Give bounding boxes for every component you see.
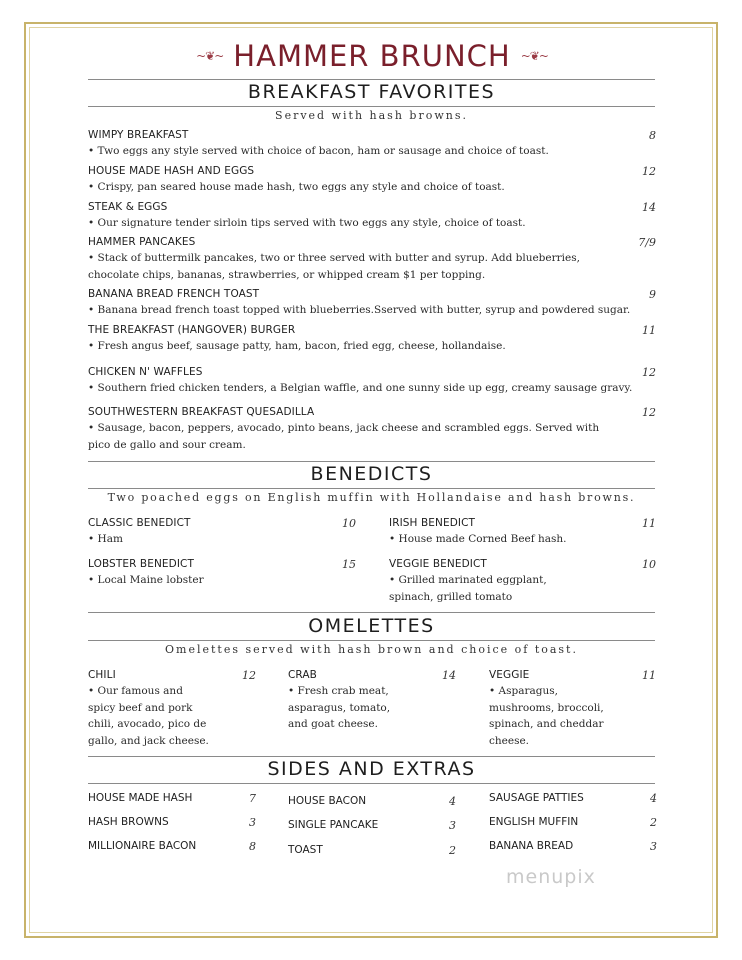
section-heading-sides: SIDES AND EXTRAS xyxy=(267,758,476,780)
section-heading-omelettes: OMELETTES xyxy=(308,615,435,637)
side-price: 4 xyxy=(650,792,657,805)
side-name: BANANA BREAD xyxy=(489,840,574,852)
item-price: 14 xyxy=(642,201,656,214)
item-description: • Southern fried chicken tenders, a Belgian waffle, and one sunny side up egg, creamy sausage gravy. xyxy=(88,382,633,394)
item-name: SOUTHWESTERN BREAKFAST QUESADILLA xyxy=(88,406,315,418)
item-price: 12 xyxy=(642,406,656,419)
side-item xyxy=(288,795,456,807)
menu-item xyxy=(88,236,656,283)
menu-item xyxy=(288,669,456,733)
item-name: WIMPY BREAKFAST xyxy=(88,129,189,141)
side-name: SAUSAGE PATTIES xyxy=(489,792,584,804)
item-name: VEGGIE BENEDICT xyxy=(389,558,487,570)
menu-item xyxy=(88,129,656,160)
divider xyxy=(88,79,655,80)
item-description: • Our famous and spicy beef and pork chili, avocado, pico de gallo, and jack cheese. xyxy=(88,685,209,747)
item-description: • Sausage, bacon, peppers, avocado, pinto beans, jack cheese and scrambled eggs. Served with pico de gallo and sour cream. xyxy=(88,422,600,451)
item-name: VEGGIE xyxy=(489,669,530,681)
section-heading-breakfast: BREAKFAST FAVORITES xyxy=(247,81,496,103)
section-subheading-breakfast: Served with hash browns. xyxy=(275,109,468,122)
divider xyxy=(88,106,655,107)
watermark: menupix xyxy=(506,866,596,888)
item-description: • Grilled marinated eggplant, spinach, grilled tomato xyxy=(389,574,547,603)
divider xyxy=(88,461,655,462)
side-item xyxy=(88,816,256,828)
item-description: • Fresh angus beef, sausage patty, ham, bacon, fried egg, cheese, hollandaise. xyxy=(88,340,506,352)
menu-item xyxy=(88,288,656,319)
menu-item xyxy=(88,165,656,196)
item-price: 10 xyxy=(342,517,356,530)
flourish-right-icon: ~❦~ xyxy=(520,49,548,63)
side-price: 8 xyxy=(249,840,256,853)
side-name: TOAST xyxy=(288,844,323,856)
menu-header xyxy=(88,36,656,76)
item-price: 10 xyxy=(642,558,656,571)
menu-item xyxy=(88,201,656,232)
side-price: 2 xyxy=(650,816,657,829)
side-item xyxy=(489,816,657,828)
item-name: CHICKEN N' WAFFLES xyxy=(88,366,203,378)
divider xyxy=(88,488,655,489)
item-description: • Fresh crab meat, asparagus, tomato, and goat cheese. xyxy=(288,685,391,730)
menu-title: HAMMER BRUNCH xyxy=(233,39,511,73)
item-price: 11 xyxy=(642,517,656,530)
side-item xyxy=(489,792,657,804)
section-subheading-omelettes: Omelettes served with hash brown and choice of toast. xyxy=(165,643,578,656)
menu-item xyxy=(88,406,656,453)
item-description: • Asparagus, mushrooms, broccoli, spinach, and cheddar cheese. xyxy=(489,685,604,747)
side-name: HOUSE MADE HASH xyxy=(88,792,193,804)
item-price: 12 xyxy=(242,669,256,682)
side-item xyxy=(489,840,657,852)
item-name: HAMMER PANCAKES xyxy=(88,236,196,248)
side-item xyxy=(288,819,456,831)
side-price: 3 xyxy=(249,816,256,829)
section-subheading-benedicts: Two poached eggs on English muffin with Hollandaise and hash browns. xyxy=(107,491,636,504)
item-name: IRISH BENEDICT xyxy=(389,517,476,529)
item-price: 8 xyxy=(649,129,656,142)
divider xyxy=(88,756,655,757)
menu-item xyxy=(88,517,356,548)
item-price: 11 xyxy=(642,669,656,682)
side-item xyxy=(288,844,456,856)
item-price: 12 xyxy=(642,366,656,379)
side-name: MILLIONAIRE BACON xyxy=(88,840,197,852)
item-description: • Stack of buttermilk pancakes, two or three served with butter and syrup. Add blueberries, chocolate chips, bananas, strawberries, or whipped cream $1 per topping. xyxy=(88,252,580,281)
side-name: HASH BROWNS xyxy=(88,816,169,828)
menu-item xyxy=(88,558,356,589)
item-description: • Two eggs any style served with choice of bacon, ham or sausage and choice of toast. xyxy=(88,145,549,157)
menu-item xyxy=(389,517,656,548)
menu-item xyxy=(88,366,656,397)
section-heading-benedicts: BENEDICTS xyxy=(310,463,433,485)
side-price: 3 xyxy=(449,819,456,832)
side-name: ENGLISH MUFFIN xyxy=(489,816,579,828)
item-name: LOBSTER BENEDICT xyxy=(88,558,194,570)
menu-item xyxy=(389,558,656,605)
side-name: HOUSE BACON xyxy=(288,795,367,807)
side-name: SINGLE PANCAKE xyxy=(288,819,379,831)
flourish-left-icon: ~❦~ xyxy=(196,49,224,63)
side-price: 3 xyxy=(650,840,657,853)
side-price: 2 xyxy=(449,844,456,857)
item-price: 7/9 xyxy=(638,236,656,249)
item-description: • Our signature tender sirloin tips served with two eggs any style, choice of toast. xyxy=(88,217,526,229)
item-name: STEAK & EGGS xyxy=(88,201,168,213)
item-name: THE BREAKFAST (HANGOVER) BURGER xyxy=(88,324,296,336)
side-item xyxy=(88,792,256,804)
divider xyxy=(88,783,655,784)
menu-item xyxy=(489,669,656,749)
item-description: • Crispy, pan seared house made hash, two eggs any style and choice of toast. xyxy=(88,181,505,193)
item-price: 14 xyxy=(442,669,456,682)
item-price: 11 xyxy=(642,324,656,337)
item-name: BANANA BREAD FRENCH TOAST xyxy=(88,288,260,300)
side-item xyxy=(88,840,256,852)
side-price: 4 xyxy=(449,795,456,808)
item-description: • Local Maine lobster xyxy=(88,574,204,586)
side-price: 7 xyxy=(249,792,256,805)
menu-item xyxy=(88,324,656,355)
item-description: • Banana bread french toast topped with blueberries.Sserved with butter, syrup and powdered sugar. xyxy=(88,304,631,316)
item-description: • Ham xyxy=(88,533,123,545)
item-name: CRAB xyxy=(288,669,317,681)
divider xyxy=(88,640,655,641)
item-description: • House made Corned Beef hash. xyxy=(389,533,567,545)
item-price: 9 xyxy=(649,288,656,301)
item-price: 12 xyxy=(642,165,656,178)
item-name: HOUSE MADE HASH AND EGGS xyxy=(88,165,255,177)
menu-item xyxy=(88,669,256,749)
divider xyxy=(88,612,655,613)
item-name: CHILI xyxy=(88,669,116,681)
item-price: 15 xyxy=(342,558,356,571)
item-name: CLASSIC BENEDICT xyxy=(88,517,191,529)
